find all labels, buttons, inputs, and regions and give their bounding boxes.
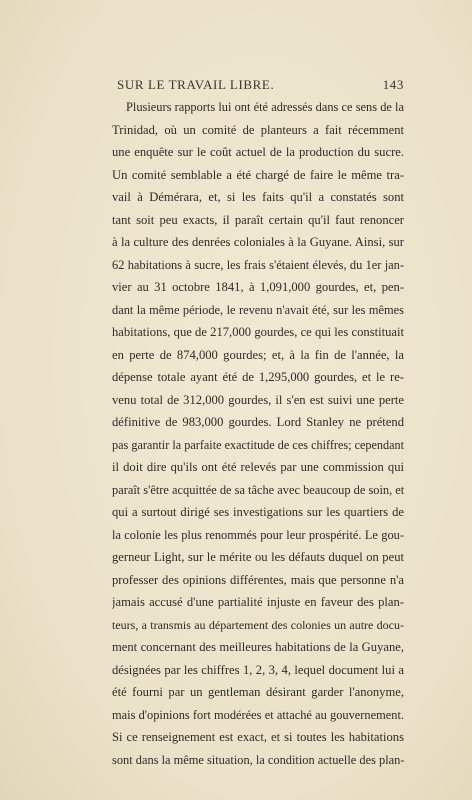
- text-line: vail à Démérara, et, si les faits qu'il a constatés sont: [112, 190, 404, 204]
- text-line: pas garantir la parfaite exactitude de ces chiffres; cependant: [112, 437, 404, 452]
- page-header: [117, 77, 404, 97]
- text-line: à la culture des denrées coloniales à la Guyane. Ainsi, sur: [112, 235, 404, 249]
- text-line: Un comité semblable a été chargé de faire le même tra-: [112, 167, 404, 182]
- text-line: teurs, a transmis au département des colonies un autre docu-: [112, 617, 404, 632]
- text-line: tant soit peu exacts, il paraît certain qu'il faut renoncer: [112, 212, 404, 227]
- text-line: professer des opinions différentes, mais que personne n'a: [112, 572, 404, 587]
- text-line: été fourni par un gentleman désirant garder l'anonyme,: [112, 685, 404, 699]
- page-number: 143: [382, 77, 404, 92]
- text-line: il doit dire qu'ils ont été relevés par une commission qui: [112, 460, 404, 474]
- text-line: dant la même période, le revenu n'avait été, sur les mêmes: [112, 302, 404, 317]
- text-line: vier au 31 octobre 1841, à 1,091,000 gourdes, et, pen-: [112, 280, 404, 294]
- text-line: Si ce renseignement est exact, et si toutes les habitations: [112, 730, 404, 744]
- text-line: paraît s'être acquittée de sa tâche avec beaucoup de soin, et: [112, 482, 404, 497]
- body-text: [112, 96, 404, 771]
- text-line: une enquête sur le coût actuel de la production du sucre.: [112, 145, 404, 159]
- text-line: gerneur Light, sur le mérite ou les défauts duquel on peut: [112, 550, 404, 564]
- text-line: habitations, que de 217,000 gourdes, ce qui les constituait: [112, 325, 404, 339]
- text-line: sont dans la même situation, la condition actuelle des plan-: [112, 752, 404, 767]
- text-line: en perte de 874,000 gourdes; et, à la fin de l'année, la: [112, 347, 404, 362]
- text-line: dépense totale ayant été de 1,295,000 gourdes, et le re-: [112, 370, 404, 384]
- text-line: ment concernant des meilleures habitations de la Guyane,: [112, 640, 404, 654]
- text-line: jamais accusé d'une partialité injuste en faveur des plan-: [112, 595, 404, 609]
- text-line: Plusieurs rapports lui ont été adressés dans ce sens de la: [126, 100, 404, 114]
- text-line: désignées par les chiffres 1, 2, 3, 4, lequel document lui a: [112, 662, 404, 677]
- text-line: qui a surtout dirigé ses investigations sur les quartiers de: [112, 505, 404, 519]
- text-line: 62 habitations à sucre, les frais s'étaient élevés, du 1er jan-: [112, 257, 404, 272]
- text-line: venu total de 312,000 gourdes, il s'en est suivi une perte: [112, 392, 404, 407]
- text-line: définitive de 983,000 gourdes. Lord Stanley ne prétend: [112, 415, 404, 429]
- text-line: mais d'opinions fort modérées et attaché au gouvernement.: [112, 707, 404, 722]
- text-line: Trinidad, où un comité de planteurs a fait récemment: [112, 122, 404, 137]
- text-line: la colonie les plus renommés pour leur prospérité. Le gou-: [112, 527, 404, 542]
- running-title: SUR LE TRAVAIL LIBRE.: [117, 77, 275, 92]
